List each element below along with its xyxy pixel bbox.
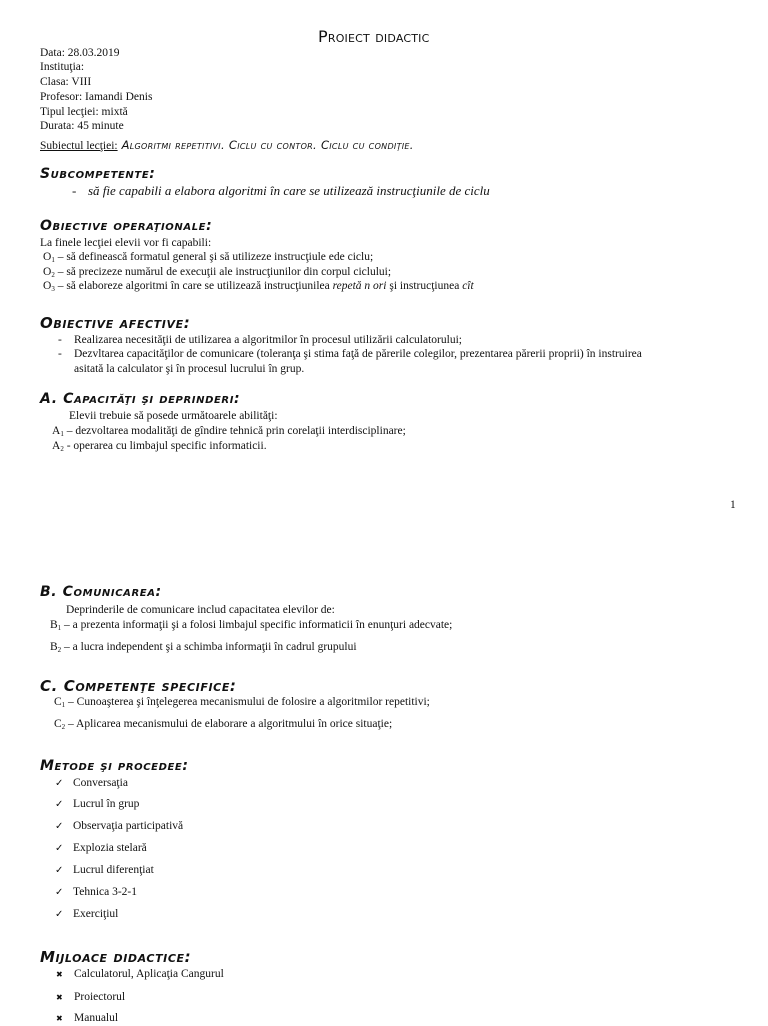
cross-bullet-icon: ✖ <box>56 993 63 1002</box>
comunicarea-intro: Deprinderile de comunicare includ capacitatea elevilor de: <box>66 604 335 616</box>
heading-capacitati: A. Capacităţi şi deprinderi: <box>40 391 241 407</box>
metoda-item: ✓ Lucrul diferenţiat <box>55 864 154 876</box>
metoda-item: ✓ Tehnica 3-2-1 <box>55 886 138 898</box>
comunicare-b1: $B_1$ – a prezenta informaţii şi a folosi limbajul specific informaticii în enunţuri adecvate; <box>50 619 453 632</box>
checkmark-icon: ✓ <box>55 887 64 898</box>
subject-label: Subiectul lecţiei: <box>40 140 118 152</box>
meta-duration: Durata: 45 minute <box>40 120 124 132</box>
mijloc-item: ✖ Calculatorul, Aplicaţia Cangurul <box>56 968 224 980</box>
document-title <box>318 27 430 46</box>
meta-subject <box>40 136 414 154</box>
checkmark-icon: ✓ <box>55 821 64 832</box>
meta-institution: Instituţia: <box>40 61 85 73</box>
cross-bullet-icon: ✖ <box>56 1014 63 1023</box>
competenta-c1: $C_1$ – Cunoaşterea şi înţelegerea mecanismului de folosire a algoritmilor repetitivi; <box>54 696 430 709</box>
checkmark-icon: ✓ <box>55 799 64 810</box>
page-number: 1 <box>730 499 736 511</box>
objective-o2: $O_2$ – să precizeze numărul de execuţii ale instrucţiunilor din corpul ciclului; <box>43 266 392 279</box>
objective-o3: $O_3$ – să elaboreze algoritmi în care se utilizează instrucţiunilea repetă n ori şi instrucţiunea cît <box>43 280 474 293</box>
capacitate-a1: $A_1$ – dezvoltarea modalităţi de gîndire tehnică prin corelaţii interdisciplinare; <box>52 425 406 438</box>
heading-obiective-afective: Obiective afective: <box>40 314 191 332</box>
title-initial: P <box>318 27 328 46</box>
dash-bullet: - <box>72 183 77 198</box>
heading-competente: C. Competenţe specifice: <box>40 677 237 695</box>
objective-o1: $O_1$ – să definească formatul general şi să utilizeze instrucţiule ede ciclu; <box>43 251 374 264</box>
metoda-item: ✓ Exerciţiul <box>55 908 119 920</box>
obiective-operationale-intro: La finele lecţiei elevii vor fi capabili: <box>40 237 212 249</box>
capacitate-a2: $A_2$ - operarea cu limbajul specific informaticii. <box>52 440 267 453</box>
meta-lesson-type: Tipul lecţiei: mixtă <box>40 106 128 118</box>
heading-obiective-operationale: Obiective operaţionale: <box>40 218 213 234</box>
heading-comunicarea: B. Comunicarea: <box>40 584 162 600</box>
heading-metode: Metode şi procedee: <box>40 758 189 774</box>
title-rest: roiect didactic <box>327 27 430 46</box>
cross-bullet-icon: ✖ <box>56 970 63 979</box>
afective-item-2-continuation: asitată la calculator şi în procesul lucrului în grup. <box>74 363 305 375</box>
meta-teacher: Profesor: Iamandi Denis <box>40 91 153 103</box>
metoda-item: ✓ Conversaţia <box>55 777 128 789</box>
metoda-item: ✓ Lucrul în grup <box>55 798 140 810</box>
subject-text: Algoritmi repetitivi. Ciclu cu contor. Ciclu cu condiţie. <box>121 138 414 152</box>
meta-class: Clasa: VIII <box>40 76 92 88</box>
heading-subcompetente: Subcompetente: <box>40 166 156 182</box>
comunicare-b2: $B_2$ – a lucra independent şi a schimba informaţii în cadrul grupului <box>50 641 357 654</box>
heading-mijloace: Mijloace didactice: <box>40 948 192 966</box>
metoda-item: ✓ Observaţia participativă <box>55 820 184 832</box>
capacitati-intro: Elevii trebuie să posede următoarele abilităţi: <box>69 410 278 422</box>
afective-item-1: - Realizarea necesităţii de utilizarea a algoritmilor în procesul utilizării calculatorului; <box>58 334 462 346</box>
subcompetente-item <box>72 184 490 198</box>
checkmark-icon: ✓ <box>55 843 64 854</box>
afective-item-2: - Dezvltarea capacităţilor de comunicare (toleranţa şi stima faţă de părerile colegilor, prezentarea părerii proprii) în instruirea <box>58 348 642 360</box>
metoda-item: ✓ Explozia stelară <box>55 842 147 854</box>
checkmark-icon: ✓ <box>55 778 64 789</box>
checkmark-icon: ✓ <box>55 909 64 920</box>
competenta-c2: $C_2$ – Aplicarea mecanismului de elaborare a algoritmului în orice situaţie; <box>54 718 393 731</box>
checkmark-icon: ✓ <box>55 865 64 876</box>
subcompetente-text: să fie capabili a elabora algoritmi în care se utilizează instrucţiunile de ciclu <box>88 183 490 198</box>
mijloc-item: ✖ Manualul <box>56 1012 119 1024</box>
meta-date: Data: 28.03.2019 <box>40 47 120 59</box>
mijloc-item: ✖ Proiectorul <box>56 991 126 1003</box>
